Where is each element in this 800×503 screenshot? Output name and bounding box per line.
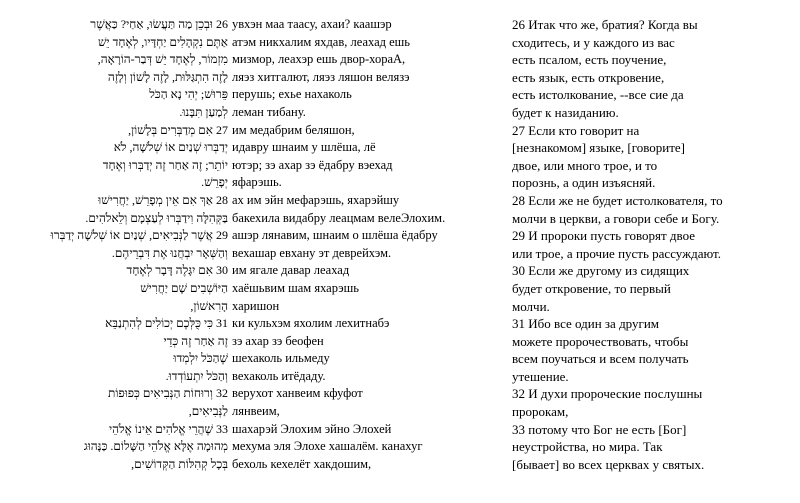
hebrew-line: 32 וְרוּחוֹת הַנְּבִיאִים כְּפוּפוֹת <box>108 386 228 401</box>
hebrew-line: יְפָרֵשׁ. <box>201 175 228 190</box>
russian-line: неустройства, но мира. Так <box>512 439 663 455</box>
russian-line: есть псалом, есть поучение, <box>512 52 667 68</box>
russian-line: 29 И пророки пусть говорят двое <box>512 228 696 244</box>
russian-line: молчи. <box>512 298 550 314</box>
hebrew-line: 27 אִם מְדַבְּרִים בְּלָשׁוֹן, <box>128 122 228 137</box>
russian-line: всем поучаться и всем получать <box>512 351 689 367</box>
transliteration-line: яфарэшь. <box>232 175 282 190</box>
transliteration-line: ах им эйн мефарэшь, яхарэйшу <box>232 192 400 207</box>
russian-line: порознь, а один изъясняй. <box>512 175 656 191</box>
russian-line: или трое, а прочие пусть рассуждают. <box>512 245 721 261</box>
transliteration-line: лянвеим, <box>232 404 280 419</box>
hebrew-line: פֵּרוּשׁ; יְהִי נָא הַכֹּל <box>149 87 228 102</box>
transliteration-line: зэ ахар зэ беофен <box>232 333 324 348</box>
russian-line: двое, или много трое, и то <box>512 157 658 173</box>
russian-line: 27 Если кто говорит на <box>512 122 640 138</box>
transliteration-line: бехоль кехелёт хакдошим, <box>232 456 372 471</box>
russian-line: пророкам, <box>512 404 569 420</box>
hebrew-line: יְדַבְּרוּ שְׁנַיִם אוֹ שְׁלֹשָׁה, לֹא <box>113 140 228 155</box>
hebrew-line: 33 שֶׁהֲרֵי אֱלֹהִים אֵינוֹ אֱלֹהֵי <box>109 421 228 436</box>
russian-line: молчи в церкви, а говори себе и Богу. <box>512 210 720 226</box>
transliteration-line: ашэр лянавим, шнаим о шлёша ёдабру <box>232 228 438 243</box>
hebrew-line: וְהַשְּׁאָר יִבְחֲנוּ אֶת דִּבְרֵיהֶם. <box>111 245 228 260</box>
transliteration-line: идавру шнаим у шлёша, лё <box>232 140 376 155</box>
hebrew-line: בְּכָל קְהִלּוֹת הַקְּדוֹשִׁים, <box>131 456 228 471</box>
russian-line: 26 Итак что же, братия? Когда вы <box>512 17 698 32</box>
russian-line: будет к назиданию. <box>512 104 619 120</box>
transliteration-line: вехашар евхану эт деврейхэм. <box>232 245 392 260</box>
transliteration-text-column <box>232 16 494 473</box>
transliteration-line: верухот ханвеим кфуфот <box>232 386 363 401</box>
hebrew-line: בַּקְּהִלָּה וִידַבְּרוּ לְעַצְמָם וְלֵאלֹהִים. <box>85 210 228 225</box>
russian-line: 32 И духи пророческие послушны <box>512 386 703 402</box>
hebrew-line: וְהַכֹּל יִתְעוֹדְדוּ. <box>165 368 228 383</box>
russian-line: 28 Если же не будет истолкователя, то <box>512 192 723 208</box>
russian-line: [незнакомом] языке, [говорите] <box>512 140 686 156</box>
transliteration-line: ки кульхэм яхолим лехитнабэ <box>232 316 390 331</box>
hebrew-line: הַיּוֹשְׁבִים שָׁם יַחֲרִישׁ <box>140 280 228 295</box>
hebrew-text-column <box>50 16 228 473</box>
transliteration-line: мехума эля Элохе хашалём. канахуг <box>232 439 423 454</box>
hebrew-line: לַנְּבִיאִים, <box>188 404 228 419</box>
russian-line: будет откровение, то первый <box>512 280 671 296</box>
russian-line: утешение. <box>512 368 569 384</box>
transliteration-line: им медабрим беляшон, <box>232 122 355 137</box>
hebrew-line: 26 וּבְכֵן מַה תַּעֲשׂוּ, אַחַי? כַּאֲשֶׁר <box>90 17 228 31</box>
hebrew-line: לָזֶה הִתְגַּלּוּת, לָזֶה לָשׁוֹן וְלָזֶה <box>107 69 228 84</box>
hebrew-line: מְהוּמָה אֶלָּא אֱלֹהֵי הַשָּׁלוֹם. כַּנָּהוּג <box>83 439 228 454</box>
transliteration-line: ютэр; зэ ахар зэ ёдабру вэехад <box>232 157 393 172</box>
transliteration-line: вехаколь итёдаду. <box>232 368 326 383</box>
hebrew-line: 28 אַךְ אִם אֵין מְפָרֵשׁ, יַחֲרִישׁוּ <box>98 192 228 207</box>
transliteration-line: атэм никхалим яхдав, леахад ешь <box>232 34 410 49</box>
transliteration-line: увхэн маа таасу, ахаи? каашэр <box>232 17 392 31</box>
transliteration-line: ляэз хитгалют, ляэз ляшон велязэ <box>232 69 410 84</box>
hebrew-line: מִזְמוֹר, לְאֶחָד יֵשׁ דְּבַר-הוֹרָאָה, <box>97 52 228 67</box>
russian-line: есть язык, есть откровение, <box>512 69 665 85</box>
transliteration-line: харишон <box>232 298 280 313</box>
hebrew-line: 29 אֲשֶׁר לַנְּבִיאִים, שְׁנַיִם אוֹ שְׁלֹשָׁה יְדַבְּרוּ <box>50 228 228 243</box>
transliteration-line: бакехила видабру леацмам велеЭлохим. <box>232 210 446 225</box>
transliteration-line: леман тибану. <box>232 104 306 119</box>
transliteration-line: мизмор, леахэр ешь двор-хораА, <box>232 52 406 67</box>
russian-line: есть истолкование, --все сие да <box>512 87 684 103</box>
hebrew-line: 30 אִם יִגָּלֶה דָּבָר לְאֶחָד <box>126 263 228 278</box>
hebrew-line: הָרִאשׁוֹן, <box>190 298 228 313</box>
hebrew-line: זֶה אַחַר זֶה כְּדֵי <box>163 333 228 348</box>
hebrew-line: 31 כִּי כֻּלְּכֶם יְכוֹלִים לְהִתְנַבֵּא <box>105 316 228 331</box>
russian-text-column <box>512 16 792 473</box>
russian-line: 31 Ибо все один за другим <box>512 316 660 332</box>
hebrew-line: לְמַעַן תִּבָּנוּ. <box>179 104 228 119</box>
russian-line: 30 Если же другому из сидящих <box>512 263 690 279</box>
russian-line: можете пророчествовать, чтобы <box>512 333 689 349</box>
russian-line: [бывает] во всех церквах у святых. <box>512 456 705 472</box>
transliteration-line: перушь; ехье нахаколь <box>232 87 352 102</box>
transliteration-line: им ягале давар леахад <box>232 263 350 278</box>
transliteration-line: хаёшьвим шам яхарэшь <box>232 280 359 295</box>
hebrew-line: יוֹתֵר; זֶה אַחַר זֶה יְדַבְּרוּ וְאֶחָד <box>102 157 228 172</box>
russian-line: 33 потому что Бог не есть [Бог] <box>512 421 687 437</box>
transliteration-line: шахарэй Элохим эйно Элохей <box>232 421 392 436</box>
hebrew-line: אַתֶּם נִקְהָלִים יַחְדָּיו, לְאֶחָד יֵשׁ <box>97 34 228 49</box>
russian-line: сходитесь, и у каждого из вас <box>512 34 675 50</box>
hebrew-line: שֶׁהַכֹּל יִלְמְדוּ <box>173 351 228 366</box>
transliteration-line: шехаколь ильмеду <box>232 351 330 366</box>
